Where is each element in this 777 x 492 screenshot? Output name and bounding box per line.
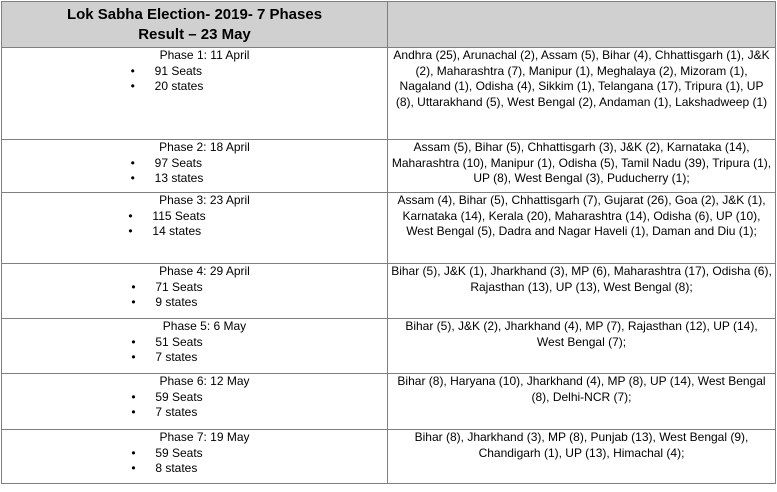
phase-states-cell: Bihar (8), Haryana (10), Jharkhand (4), MP (8), UP (14), West Bengal (8), Delhi-NCR (7); bbox=[388, 374, 776, 430]
phase-cell bbox=[2, 193, 388, 264]
phase-stats-list bbox=[128, 209, 205, 240]
phase-title: Phase 1: 11 April bbox=[159, 48, 250, 62]
phase-states-cell: Bihar (5), J&K (1), Jharkhand (3), MP (6), Maharashtra (17), Odisha (6), Rajasthan (13), UP (13), West Bengal (8); bbox=[388, 264, 776, 319]
phase-stats-list bbox=[131, 156, 204, 187]
phase-state-count: • 20 states bbox=[131, 79, 204, 95]
phase-state-count: • 13 states bbox=[131, 171, 204, 187]
phase-cell bbox=[2, 264, 388, 319]
phase-title: Phase 2: 18 April bbox=[159, 140, 250, 154]
table-title-line1: Lok Sabha Election- 2019- 7 Phases bbox=[66, 5, 323, 23]
phase-seats: • 51 Seats bbox=[131, 335, 202, 351]
phase-states-cell: Assam (4), Bihar (5), Chhattisgarh (7), Gujarat (26), Goa (2), J&K (1), Karnataka (14), Kerala (20), Maharashtra (14), Odisha (6), UP (10), West Bengal (5), Dadra and Nagar Haveli (1), Daman and Diu (1); bbox=[388, 193, 776, 264]
phase-cell bbox=[2, 430, 388, 484]
phase-state-count: • 14 states bbox=[128, 224, 205, 240]
phase-seats: • 59 Seats bbox=[131, 390, 202, 406]
table-title-line2: Result – 23 May bbox=[138, 25, 251, 43]
phase-title: Phase 7: 19 May bbox=[159, 430, 250, 444]
table-row bbox=[2, 140, 776, 193]
phase-title: Phase 5: 6 May bbox=[162, 319, 247, 333]
phase-stats-list bbox=[131, 280, 202, 311]
phase-states-cell: Bihar (8), Jharkhand (3), MP (8), Punjab (13), West Bengal (9), Chandigarh (1), UP (13), Himachal (4); bbox=[388, 430, 776, 484]
table-row bbox=[2, 430, 776, 484]
phase-seats: • 97 Seats bbox=[131, 156, 204, 172]
phase-states-cell: Assam (5), Bihar (5), Chhattisgarh (3), J&K (2), Karnataka (14), Maharashtra (10), Manipur (1), Odisha (5), Tamil Nadu (39), Tripura (1), UP (8), West Bengal (3), Puducherry (1); bbox=[388, 140, 776, 193]
phase-state-count: • 8 states bbox=[131, 461, 202, 477]
table-row bbox=[2, 319, 776, 374]
table-row bbox=[2, 264, 776, 319]
phase-cell bbox=[2, 140, 388, 193]
table-header-row bbox=[2, 2, 776, 48]
phase-title: Phase 3: 23 April bbox=[159, 193, 250, 207]
phase-title: Phase 4: 29 April bbox=[159, 264, 250, 278]
table-header-blank-cell bbox=[388, 2, 776, 48]
phase-state-count: • 9 states bbox=[131, 295, 202, 311]
phase-states-cell: Bihar (5), J&K (2), Jharkhand (4), MP (7), Rajasthan (12), UP (14), West Bengal (7); bbox=[388, 319, 776, 374]
phase-states-cell: Andhra (25), Arunachal (2), Assam (5), Bihar (4), Chhattisgarh (1), J&K (2), Maharashtra (7), Manipur (1), Meghalaya (2), Mizoram (1), Nagaland (1), Odisha (4), Sikkim (1), Telangana (17), Tripura (1), UP (8), Uttarakhand (5), West Bengal (2), Andaman (1), Lakshadweep (1) bbox=[388, 48, 776, 140]
phase-title: Phase 6: 12 May bbox=[159, 374, 250, 388]
phase-cell bbox=[2, 319, 388, 374]
phase-cell bbox=[2, 374, 388, 430]
phase-seats: • 71 Seats bbox=[131, 280, 202, 296]
election-phases-table bbox=[1, 1, 776, 484]
table-row bbox=[2, 48, 776, 140]
phase-cell bbox=[2, 48, 388, 140]
phase-stats-list bbox=[131, 446, 202, 477]
phase-stats-list bbox=[131, 390, 202, 421]
table-row bbox=[2, 193, 776, 264]
phase-state-count: • 7 states bbox=[131, 405, 202, 421]
phase-seats: • 115 Seats bbox=[128, 209, 205, 225]
table-title-cell bbox=[2, 2, 388, 48]
phase-stats-list bbox=[131, 64, 204, 95]
phase-state-count: • 7 states bbox=[131, 350, 202, 366]
phase-seats: • 59 Seats bbox=[131, 446, 202, 462]
phase-seats: • 91 Seats bbox=[131, 64, 204, 80]
phase-stats-list bbox=[131, 335, 202, 366]
table-row bbox=[2, 374, 776, 430]
